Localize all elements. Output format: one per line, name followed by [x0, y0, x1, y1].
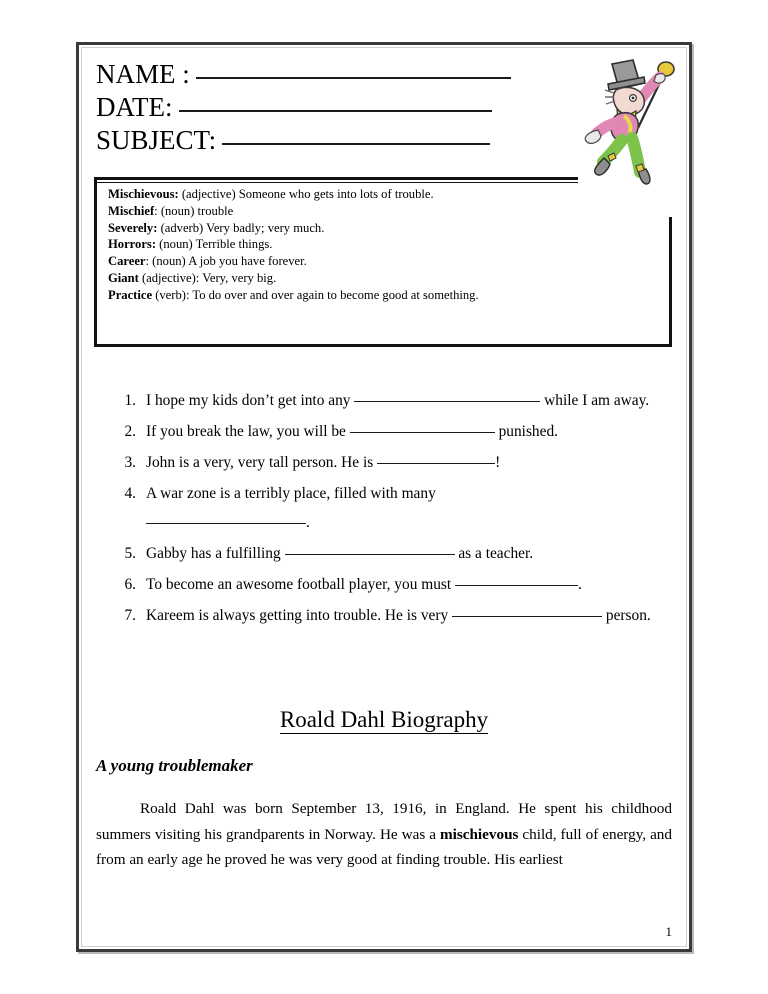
question-text-segment: punished.	[494, 423, 559, 440]
vocab-box-left-border	[94, 177, 97, 347]
subject-field-blank[interactable]	[222, 143, 490, 145]
vocabulary-term: Severely:	[108, 220, 158, 235]
vocabulary-definition: : (noun) trouble	[154, 203, 234, 218]
question-text-segment: Kareem is always getting into trouble. He is very	[146, 607, 453, 624]
question-text-segment: To become an awesome football player, you must	[146, 576, 456, 593]
answer-blank[interactable]	[350, 432, 495, 433]
vocabulary-entry	[108, 220, 652, 237]
question-number: 1.	[124, 392, 136, 409]
vocabulary-term: Mischievous:	[108, 187, 179, 201]
answer-blank[interactable]	[285, 554, 455, 555]
name-field-row	[96, 58, 556, 91]
fill-in-the-blank-questions	[112, 386, 672, 632]
page-number: 1	[665, 924, 672, 939]
paragraph-text-segment: child, full of energy, and from an early age he proved he was very good at finding trouble. His earliest	[96, 825, 672, 868]
vocabulary-definition: (adverb) Very badly; very much.	[157, 220, 325, 235]
biography-paragraph	[96, 796, 672, 873]
question-number: 4.	[124, 485, 136, 502]
question-row	[112, 386, 672, 415]
date-field-label: DATE:	[96, 92, 173, 122]
vocab-box-bottom-border	[94, 344, 672, 347]
page-content-area	[81, 47, 687, 947]
vocabulary-definition: (adjective): Very, very big.	[138, 270, 277, 285]
vocabulary-list	[108, 186, 652, 304]
question-row	[112, 570, 672, 599]
paragraph-text-segment: Roald Dahl was born September 13, 1916, in England. He spent his childhood summers visiting his grandparents in Norway. He was a	[96, 800, 672, 843]
biography-title-text: Roald Dahl Biography	[279, 707, 489, 732]
vocabulary-box	[94, 177, 672, 347]
question-text	[146, 417, 672, 446]
question-text-segment: John is a very, very tall person. He is	[146, 454, 378, 471]
vocabulary-term: Giant	[108, 270, 139, 285]
vocabulary-definition: (adjective) Someone who gets into lots of trouble.	[178, 187, 434, 201]
question-text-segment: Gabby has a fulfilling	[146, 545, 285, 562]
question-text-segment: while I am away.	[540, 392, 650, 409]
question-text-segment: I hope my kids don’t get into any	[146, 392, 355, 409]
answer-blank[interactable]	[377, 463, 495, 464]
date-field-blank[interactable]	[179, 110, 492, 112]
question-text-segment: A war zone is a terribly place, filled with many	[146, 485, 436, 502]
question-text	[146, 448, 672, 477]
vocabulary-entry	[108, 270, 652, 287]
vocabulary-entry	[108, 287, 652, 304]
dancing-man-icon	[578, 52, 680, 190]
answer-blank[interactable]	[455, 585, 578, 586]
answer-blank[interactable]	[354, 401, 540, 402]
biography-subheading: A young troublemaker	[96, 756, 253, 775]
vocabulary-term: Career	[108, 254, 146, 269]
vocabulary-definition: (noun) Terrible things.	[156, 237, 273, 252]
question-text-segment: !	[495, 454, 501, 471]
vocab-box-top-border	[94, 177, 578, 180]
name-field-blank[interactable]	[196, 77, 511, 79]
question-text-segment: as a teacher.	[454, 545, 534, 562]
question-text	[146, 570, 672, 599]
question-text-segment: If you break the law, you will be	[146, 423, 350, 440]
question-text-segment: person.	[602, 607, 651, 624]
vocabulary-entry	[108, 236, 652, 253]
question-text	[146, 601, 672, 630]
vocabulary-term: Horrors:	[108, 237, 157, 252]
student-info-fields	[96, 58, 556, 157]
question-row	[112, 479, 672, 537]
subject-field-label: SUBJECT:	[96, 125, 217, 155]
question-text-segment: .	[578, 576, 582, 593]
question-text	[146, 386, 672, 415]
question-row	[112, 601, 672, 630]
highlighted-vocabulary-word: mischievous	[439, 825, 519, 843]
question-number: 5.	[124, 545, 136, 562]
vocabulary-term: Practice	[108, 287, 153, 302]
biography-title	[82, 707, 686, 733]
date-field-row	[96, 91, 556, 124]
question-number: 2.	[124, 423, 136, 440]
vocabulary-entry	[108, 253, 652, 270]
answer-blank[interactable]	[452, 616, 602, 617]
question-number: 6.	[124, 576, 136, 593]
vocabulary-entry	[108, 186, 652, 203]
question-text	[146, 479, 672, 537]
question-number: 7.	[124, 607, 136, 624]
question-text	[146, 539, 672, 568]
vocabulary-definition: (verb): To do over and over again to become good at something.	[152, 287, 479, 302]
question-number: 3.	[124, 454, 136, 471]
question-row	[112, 448, 672, 477]
question-row	[112, 417, 672, 446]
vocabulary-entry	[108, 203, 652, 220]
answer-blank[interactable]	[146, 523, 306, 524]
name-field-label: NAME :	[96, 59, 190, 89]
vocabulary-term: Mischief	[108, 203, 155, 218]
vocab-box-right-border	[669, 217, 672, 347]
subject-field-row	[96, 124, 556, 157]
question-text-segment: .	[306, 514, 310, 531]
question-row	[112, 539, 672, 568]
worksheet-page	[76, 42, 692, 952]
vocabulary-definition: : (noun) A job you have forever.	[145, 254, 307, 269]
